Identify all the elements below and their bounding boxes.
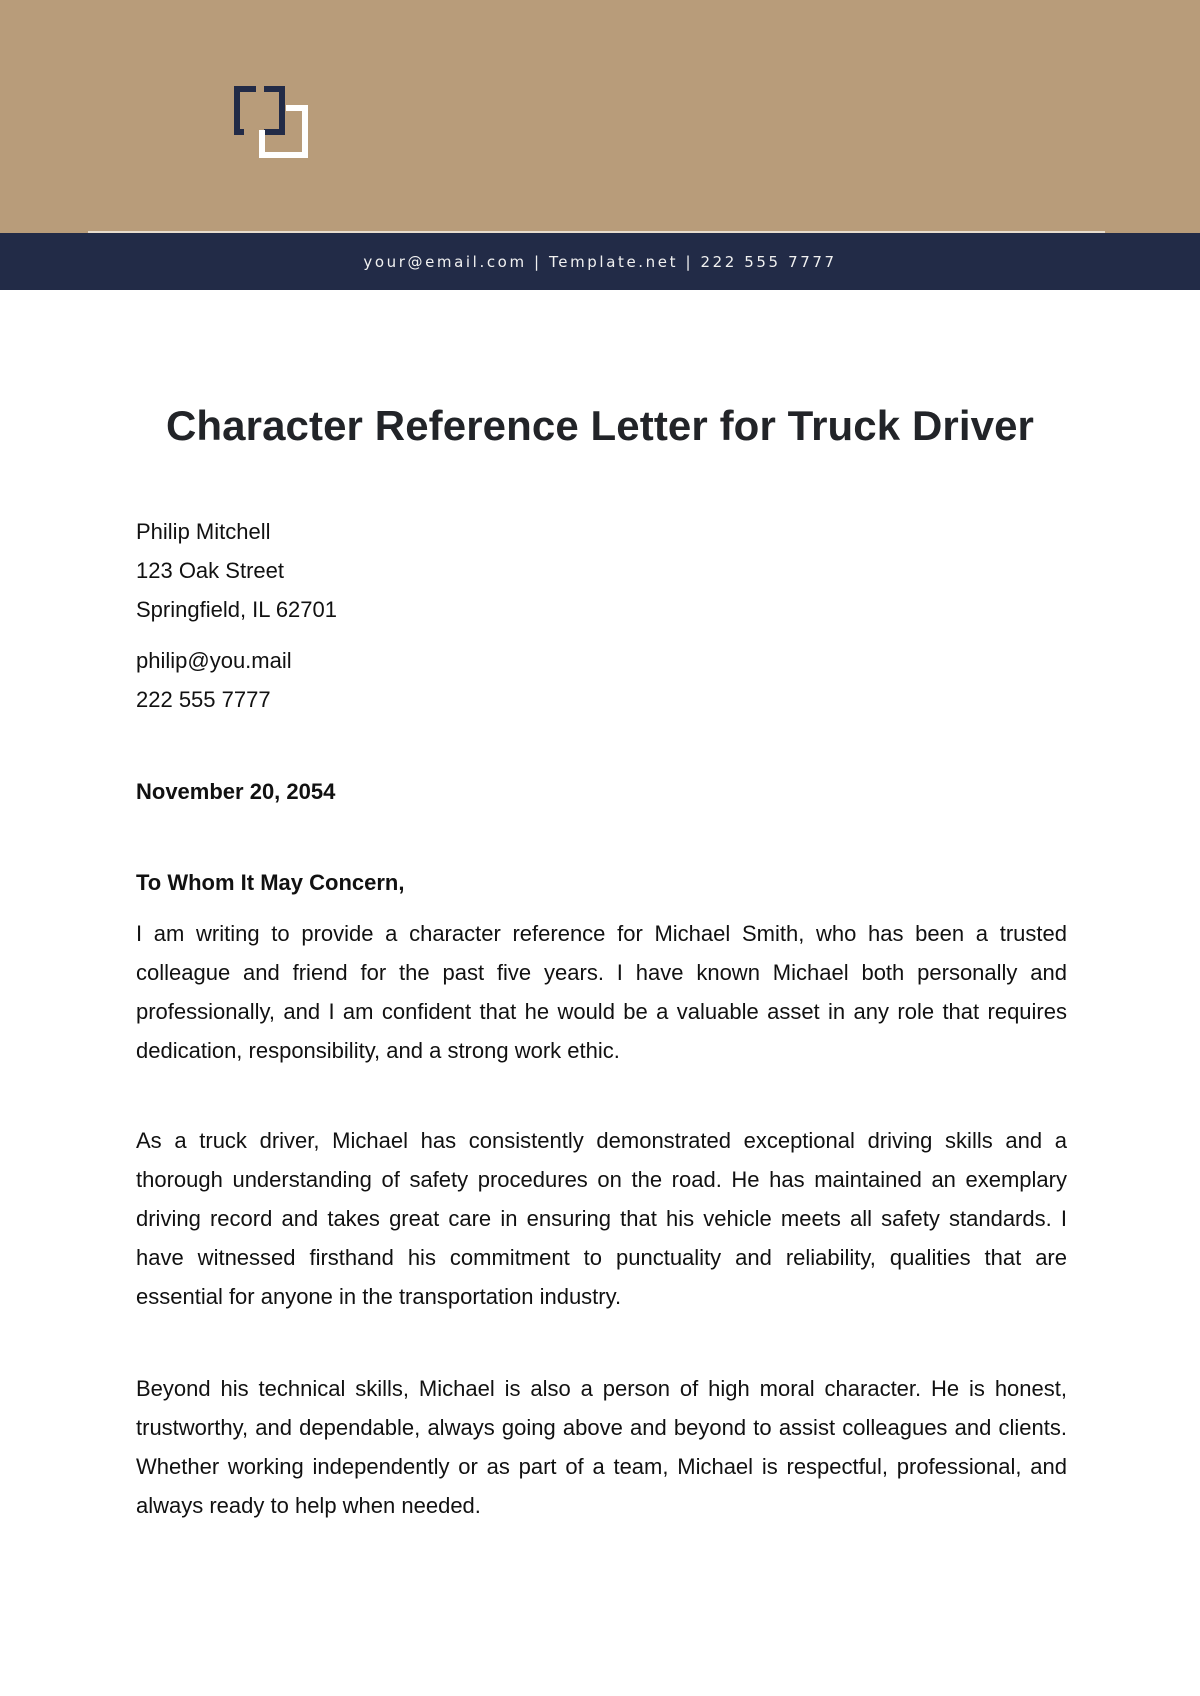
page-title: Character Reference Letter for Truck Driver: [166, 402, 1034, 449]
sender-block: [136, 512, 1067, 719]
body-paragraph-1: I am writing to provide a character reference for Michael Smith, who has been a trusted colleague and friend for the past five years. I have known Michael both personally and professionally, and I am confident that he would be a valuable asset in any role that requires dedication, responsibility, and a strong work ethic.: [136, 921, 1067, 1063]
contact-bar: [0, 233, 1200, 290]
letter-date: November 20, 2054: [136, 779, 336, 804]
sender-city: Springfield, IL 62701: [136, 597, 337, 622]
sender-street: 123 Oak Street: [136, 558, 284, 583]
sender-email: philip@you.mail: [136, 648, 292, 673]
sender-gap: [136, 629, 1067, 641]
salutation: To Whom It May Concern,: [136, 870, 405, 895]
sender-phone: 222 555 7777: [136, 687, 271, 712]
header-band: [0, 0, 1200, 233]
body-paragraph-3: Beyond his technical skills, Michael is also a person of high moral character. He is honest, trustworthy, and dependable, always going above and beyond to assist colleagues and clients. Whether working independently or as part of a team, Michael is respectful, professional, and always ready to help when needed.: [136, 1376, 1067, 1518]
contact-line: your@email.com | Template.net | 222 555 7777: [363, 252, 837, 271]
body-paragraph-2: As a truck driver, Michael has consistently demonstrated exceptional driving skills and a thorough understanding of safety procedures on the road. He has maintained an exemplary driving record and takes great care in ensuring that his vehicle meets all safety standards. I have witnessed firsthand his commitment to punctuality and reliability, qualities that are essential for anyone in the transportation industry.: [136, 1128, 1067, 1309]
sender-name: Philip Mitchell: [136, 519, 271, 544]
bracket-logo-icon: [234, 86, 308, 158]
